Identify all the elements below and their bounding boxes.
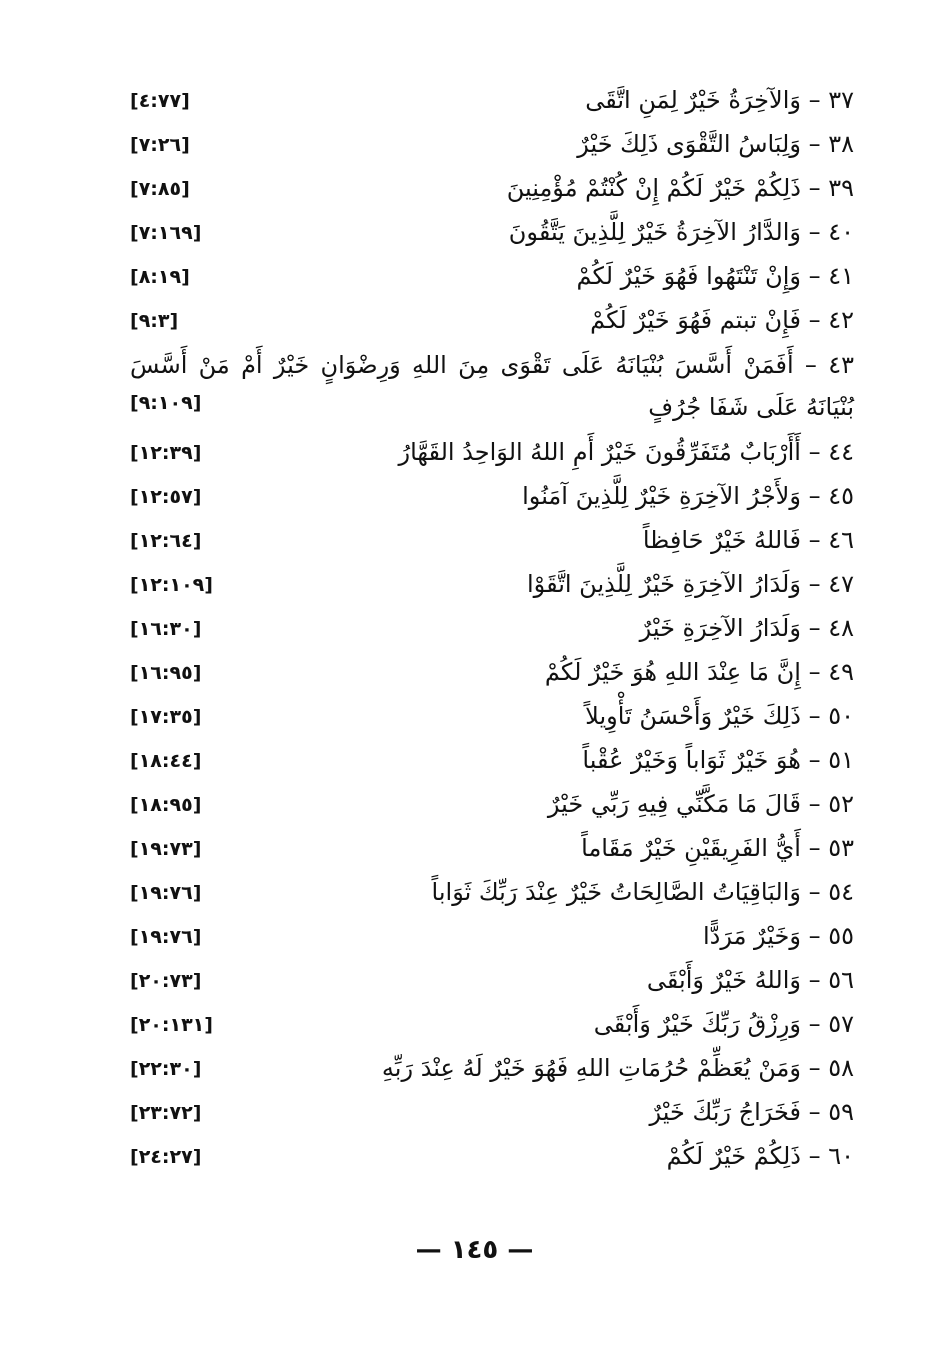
- list-item: [130, 1000, 854, 1044]
- verse-text: ٤٣ – أَفَمَنْ أَسَّسَ بُنْيَانَهُ عَلَى تَقْوَى مِنَ اللهِ وَرِضْوَانٍ خَيْرٌ أَمْ مَنْ أَسَّسَ بُنْيَانَهُ عَلَى شَفَا جُرُفٍ: [130, 351, 854, 421]
- verse-reference: [٨:١٩]: [130, 266, 190, 288]
- list-item: [130, 472, 854, 516]
- verse-text: ٥٧ – وَرِزْقُ رَبِّكَ خَيْرٌ وَأَبْقَى: [593, 1010, 854, 1038]
- verse-reference: [١٦:٣٠]: [130, 618, 202, 640]
- verse-reference: [٢٠:١٣١]: [130, 1014, 213, 1036]
- verse-reference: [٢٠:٧٣]: [130, 970, 202, 992]
- verse-text: ٤٩ – إِنَّ مَا عِنْدَ اللهِ هُوَ خَيْرٌ لَكُمْ: [544, 658, 854, 686]
- list-item: [130, 76, 854, 120]
- verse-reference: [١٢:٣٩]: [130, 442, 202, 464]
- verse-text: ٣٨ – وَلِبَاسُ التَّقْوَى ذَلِكَ خَيْرٌ: [577, 130, 854, 158]
- page-number: — ١٤٥ —: [415, 1235, 534, 1265]
- list-item: [130, 1044, 854, 1088]
- verse-reference: [١٩:٧٦]: [130, 926, 202, 948]
- list-item: [130, 868, 854, 912]
- verse-reference: [٩:١٠٩]: [130, 392, 202, 414]
- list-item: [130, 252, 854, 296]
- verse-reference: [١٢:٦٤]: [130, 530, 202, 552]
- list-item: [130, 296, 854, 340]
- verse-reference: [١٧:٣٥]: [130, 706, 202, 728]
- list-item: [130, 648, 854, 692]
- verse-text: ٤٤ – أَأَرْبَابٌ مُتَفَرِّقُونَ خَيْرٌ أَمِ اللهُ الوَاحِدُ القَهَّارُ: [398, 438, 854, 466]
- verse-reference: [٧:٨٥]: [130, 178, 190, 200]
- verse-text: ٤٦ – فَاللهُ خَيْرٌ حَافِظاً: [642, 526, 854, 554]
- verse-reference: [١٩:٧٦]: [130, 882, 202, 904]
- verse-text: ٥٣ – أَيُّ الفَرِيقَيْنِ خَيْرٌ مَقَاماً: [581, 834, 854, 862]
- verse-reference: [١٢:١٠٩]: [130, 574, 213, 596]
- verse-text: ٤٨ – وَلَدَارُ الآخِرَةِ خَيْرٌ: [639, 614, 854, 642]
- list-item: [130, 208, 854, 252]
- verse-text: ٤٢ – فَإِنْ تبتم فَهُوَ خَيْرٌ لَكُمْ: [590, 306, 854, 334]
- verse-text: ٣٧ – وَالآخِرَةُ خَيْرٌ لِمَنِ اتَّقَى: [585, 86, 854, 114]
- verse-text: ٤٠ – وَالدَّارُ الآخِرَةُ خَيْرٌ لِلَّذِينَ يَتَّقُونَ: [508, 218, 854, 246]
- verse-text: ٥١ – هُوَ خَيْرٌ ثَوَاباً وَخَيْرٌ عُقْباً: [582, 746, 854, 774]
- verse-text: ٥٨ – وَمَنْ يُعَظِّمْ حُرُمَاتِ اللهِ فَهُوَ خَيْرٌ لَهُ عِنْدَ رَبِّهِ: [381, 1054, 854, 1082]
- verse-reference: [١٢:٥٧]: [130, 486, 202, 508]
- verse-text: ٥٩ – فَخَرَاجُ رَبِّكَ خَيْرٌ: [649, 1098, 854, 1126]
- list-item: [130, 164, 854, 208]
- list-item: [130, 604, 854, 648]
- verse-text: ٥٤ – وَالبَاقِيَاتُ الصَّالِحَاتُ خَيْرٌ عِنْدَ رَبِّكَ ثَوَاباً: [431, 878, 854, 906]
- list-item: [130, 780, 854, 824]
- list-item: [130, 120, 854, 164]
- verse-reference: [٧:١٦٩]: [130, 222, 202, 244]
- list-item: [130, 516, 854, 560]
- list-item: [130, 824, 854, 868]
- list-item: [130, 340, 854, 428]
- verse-text: ٤٥ – وَلأَجْرُ الآخِرَةِ خَيْرٌ لِلَّذِينَ آمَنُوا: [522, 482, 854, 510]
- list-item: [130, 912, 854, 956]
- verse-reference: [١٦:٩٥]: [130, 662, 202, 684]
- verse-reference: [١٨:٤٤]: [130, 750, 202, 772]
- verse-text: ٥٥ – وَخَيْرٌ مَرَدًّا: [702, 922, 854, 950]
- verse-reference: [٧:٢٦]: [130, 134, 190, 156]
- verse-text: ٤٧ – وَلَدَارُ الآخِرَةِ خَيْرٌ لِلَّذِينَ اتَّقَوْا: [527, 570, 854, 598]
- list-item: [130, 692, 854, 736]
- verse-text: ٥٦ – وَاللهُ خَيْرٌ وَأَبْقَى: [646, 966, 854, 994]
- verse-reference: [١٨:٩٥]: [130, 794, 202, 816]
- list-item: [130, 956, 854, 1000]
- verse-reference: [٢٤:٢٧]: [130, 1146, 202, 1168]
- list-item: [130, 560, 854, 604]
- verse-text: ٤١ – وَإِنْ تَنْتَهُوا فَهُوَ خَيْرٌ لَكُمْ: [576, 262, 854, 290]
- verse-reference: [٤:٧٧]: [130, 90, 190, 112]
- list-item: [130, 736, 854, 780]
- verse-text: ٥٠ – ذَلِكَ خَيْرٌ وَأَحْسَنُ تَأْوِيلاً: [585, 702, 854, 730]
- list-item: [130, 1088, 854, 1132]
- verse-reference: [٩:٣]: [130, 310, 179, 332]
- list-item: [130, 1132, 854, 1176]
- list-item: [130, 428, 854, 472]
- verse-text: ٣٩ – ذَلِكُمْ خَيْرٌ لَكُمْ إِنْ كُنْتُمْ مُؤْمِنِينَ: [506, 174, 854, 202]
- verse-list: [130, 76, 854, 1176]
- verse-text: ٦٠ – ذَلِكُمْ خَيْرٌ لَكُمْ: [666, 1142, 854, 1170]
- verse-reference: [١٩:٧٣]: [130, 838, 202, 860]
- verse-text: ٥٢ – قَالَ مَا مَكَّنِّي فِيهِ رَبِّي خَيْرٌ: [547, 790, 854, 818]
- verse-reference: [٢٢:٣٠]: [130, 1058, 202, 1080]
- verse-reference: [٢٣:٧٢]: [130, 1102, 202, 1124]
